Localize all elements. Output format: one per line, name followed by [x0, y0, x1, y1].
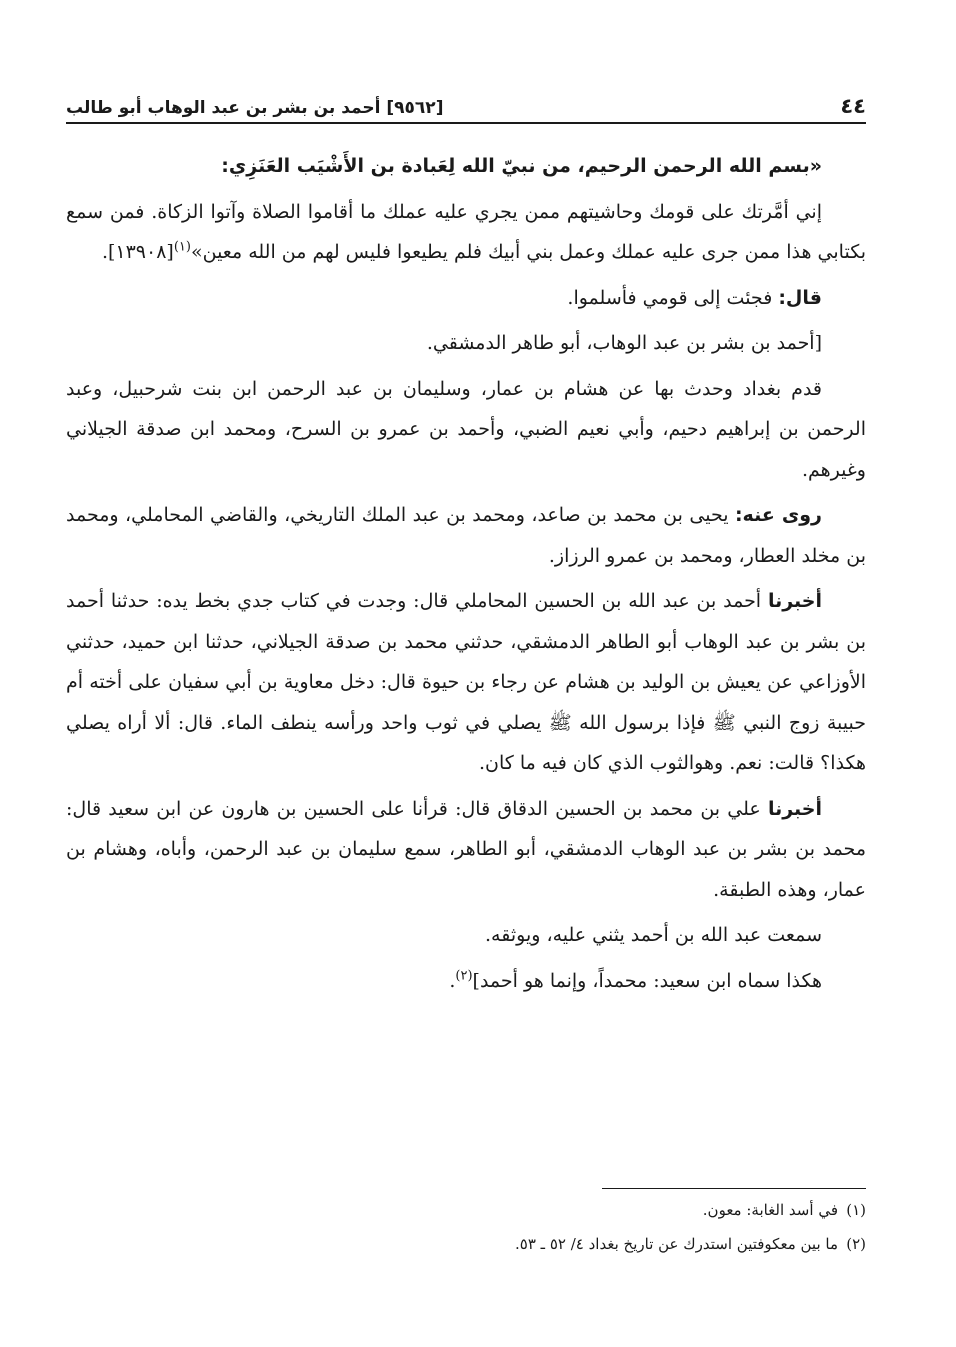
header-title: [٩٥٦٢] أحمد بن بشر بن عبد الوهاب أبو طالب: [66, 98, 444, 118]
page-number: ٤٤: [840, 94, 866, 118]
footnote-text: ما بين معكوفتين استدرك عن تاريخ بغداد ٤/ ٥٢ ـ ٥٣.: [515, 1235, 838, 1253]
paragraph-rawa: روى عنه: يحيى بن محمد بن صاعد، ومحمد بن عبد الملك التاريخي، والقاضي المحاملي، ومحمد بن مخلد العطار، ومحمد بن عمرو الرزاز.: [66, 504, 866, 567]
lead-rawa: روى عنه:: [734, 504, 822, 526]
lead-qala: قال:: [778, 286, 822, 309]
footnote-1: [66, 1193, 866, 1227]
paragraph-hakadha: هكذا سماه ابن سعيد: محمداً، وإنما هو أحمد]$^{(٢)}$.: [449, 968, 822, 992]
footnote-ref-1[interactable]: (١): [173, 239, 191, 255]
paragraph-entry-title: [أحمد بن بشر بن عبد الوهاب، أبو طاهر الدمشقي.: [426, 332, 822, 354]
lead-akhbarana-1: أخبرنا: [767, 590, 822, 612]
footnote-2: [66, 1227, 866, 1261]
lead-akhbarana-2: أخبرنا: [767, 797, 822, 820]
source-number: [١٣٩٠٨].: [101, 241, 174, 263]
main-text: [66, 146, 866, 1006]
footnote-number: (٢): [846, 1235, 866, 1253]
paragraph-akhbarana-2: أخبرنا علي بن محمد بن الحسين الدقاق قال: قرأنا على الحسين بن هارون عن ابن سعيد قال: محمد بن بشر بن عبد الوهاب الدمشقي، أبو الطاهر، سمع سليمان بن عبد الرحمن، وأباه، وهشام بن عمار، وهذه الطبقة.: [66, 797, 866, 901]
running-header: [66, 84, 866, 124]
footnotes: [66, 1188, 866, 1261]
paragraph-qadima: قدم بغداد وحدث بها عن هشام بن عمار، وسليمان بن عبد الرحمن ابن بنت شرحبيل، وعبد الرحمن بن إبراهيم دحيم، وأبي نعيم الضبي، وأحمد بن عمرو بن السرح، ومحمد ابن صدقة الجيلاني وغيرهم.: [66, 377, 866, 481]
paragraph-letter-body: إني أمَّرتك على قومك وحاشيتهم ممن يجري عليه عملك ما أقاموا الصلاة وآتوا الزكاة. فمن سمع بكتابي هذا ممن جرى عليه عملك وعمل بني أبيك فلم يطيعوا فليس لهم من الله معين»$^{(١)}$[١٣٩٠٨].: [66, 200, 866, 263]
footnote-number: (١): [846, 1201, 866, 1219]
paragraph-samitu: سمعت عبد الله بن أحمد يثني عليه، ويوثقه.: [485, 924, 822, 946]
footnote-divider: [602, 1188, 866, 1189]
paragraph-akhbarana-1: أخبرنا أحمد بن عبد الله بن الحسين المحاملي قال: وجدت في كتاب جدي بخط يده: حدثنا أحمد بن بشر بن عبد الوهاب أبو الطاهر الدمشقي، حدثني محمد بن صدقة الجيلاني، حدثنا ابن حميد، حدثني الأوزاعي عن يعيش بن الوليد بن هشام عن رجاء بن حيوة قال: دخل معاوية بن أبي سفيان على أخته أم حبيبة زوج النبي ﷺ فإذا برسول الله ﷺ يصلي في ثوب واحد ورأسه ينطف الماء. قال: ألا أراه يصلي هكذا؟ قالت: نعم. وهوالثوب الذي كان فيه ما كان.: [66, 590, 866, 774]
paragraph-letter-opening: «بسم الله الرحمن الرحيم، من نبيّ الله لِعَبادة بن الأَشْيَب العَنَزِي:: [221, 155, 822, 177]
footnote-text: في أسد الغابة: معون.: [702, 1201, 838, 1219]
footnote-ref-2[interactable]: (٢): [455, 968, 473, 984]
paragraph-qala: قال: فجئت إلى قومي فأسلموا.: [567, 286, 822, 309]
